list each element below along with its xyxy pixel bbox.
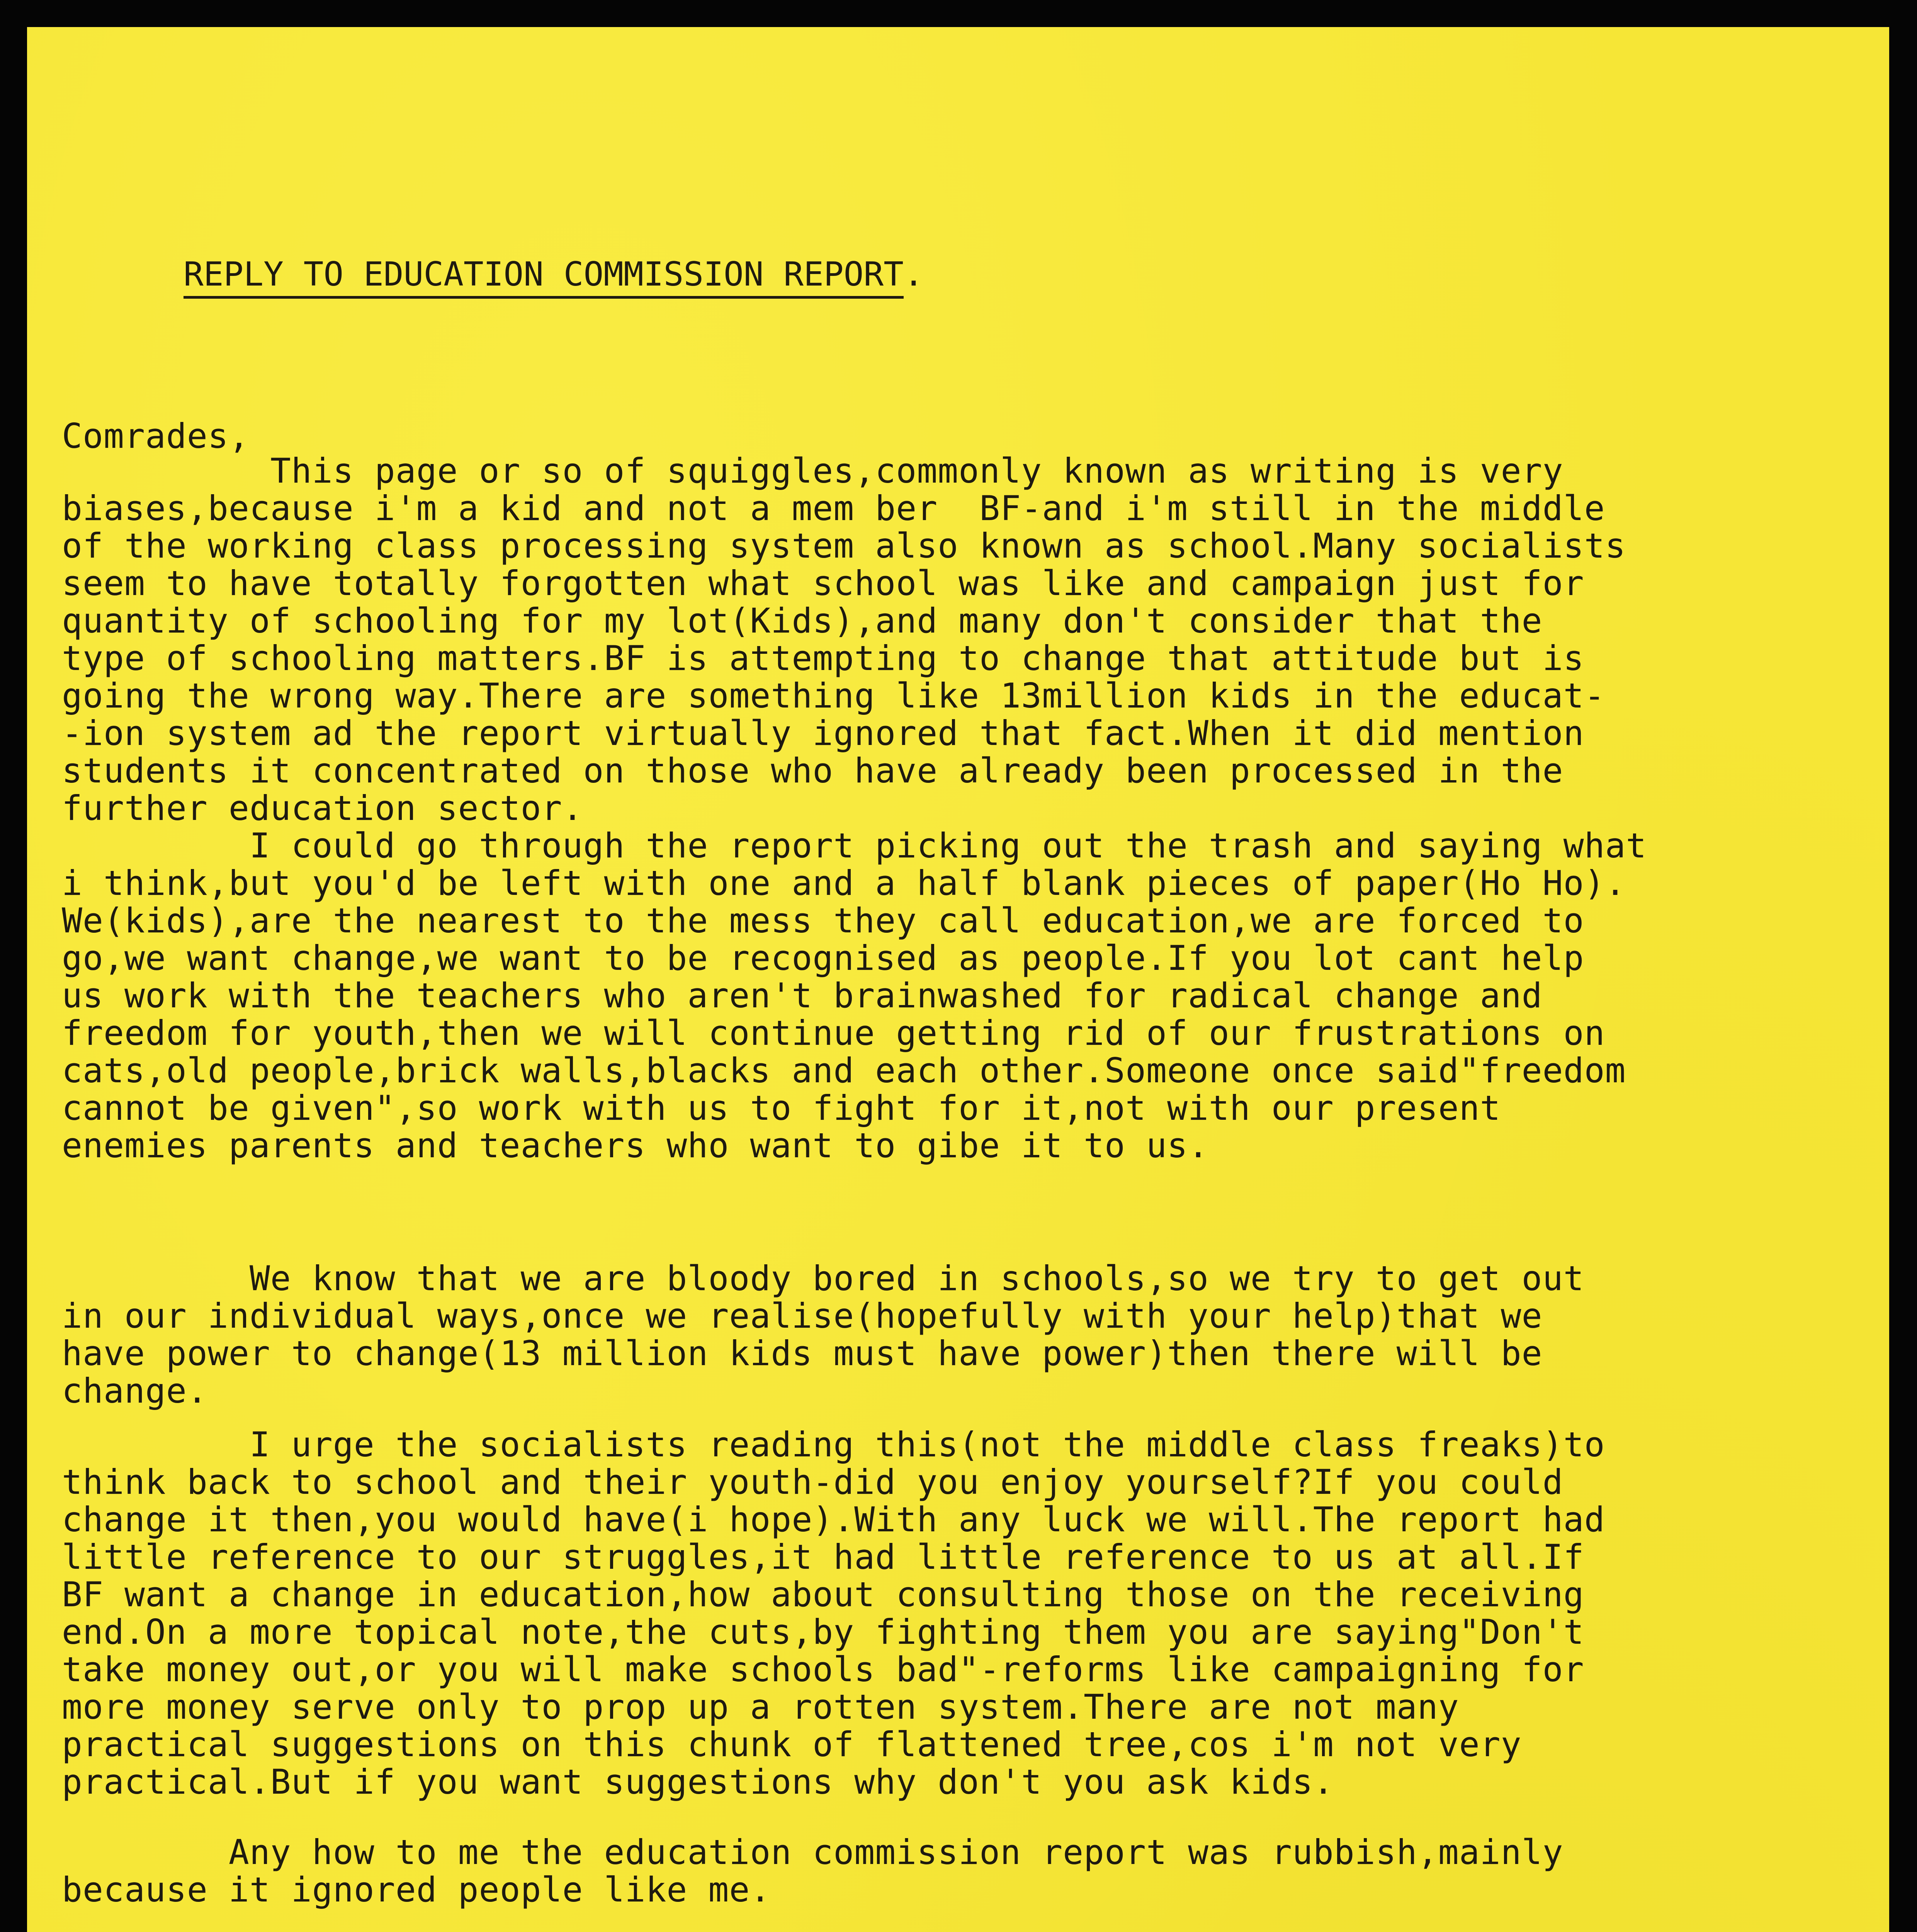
paragraph-line: little reference to our struggles,it had little reference to us at all.If <box>62 1537 1584 1577</box>
paragraph-line: Any how to me the education commission report was rubbish,mainly <box>62 1832 1564 1872</box>
paragraph-line: students it concentrated on those who have already been processed in the <box>62 751 1564 791</box>
paragraph-line: going the wrong way.There are something like 13million kids in the educat- <box>62 676 1605 716</box>
paragraph-line: We(kids),are the nearest to the mess they call education,we are forced to <box>62 901 1584 940</box>
paragraph-line: more money serve only to prop up a rotten system.There are not many <box>62 1687 1459 1727</box>
paragraph-line: us work with the teachers who aren't brainwashed for radical change and <box>62 976 1543 1015</box>
paragraph-line: in our individual ways,once we realise(hopefully with your help)that we <box>62 1296 1543 1336</box>
paragraph-line: seem to have totally forgotten what school was like and campaign just for <box>62 563 1584 603</box>
paragraph-5 <box>62 1833 1564 1908</box>
paragraph-line: biases,because i'm a kid and not a mem ber BF-and i'm still in the middle <box>62 488 1605 528</box>
paragraph-line: have power to change(13 million kids must have power)then there will be <box>62 1333 1543 1373</box>
paragraph-line: think back to school and their youth-did you enjoy yourself?If you could <box>62 1462 1564 1502</box>
paragraph-1 <box>62 452 1626 827</box>
paragraph-line: end.On a more topical note,the cuts,by fighting them you are saying"Don't <box>62 1612 1584 1652</box>
salutation-block <box>62 417 250 455</box>
document-title <box>184 255 924 294</box>
paragraph-line: because it ignored people like me. <box>62 1870 771 1910</box>
title-underlined: REPLY TO EDUCATION COMMISSION REPORT <box>184 255 904 299</box>
paragraph-2 <box>62 827 1647 1164</box>
paragraph-line: of the working class processing system also known as school.Many socialists <box>62 526 1626 566</box>
paragraph-line: go,we want change,we want to be recognised as people.If you lot cant help <box>62 938 1584 978</box>
title-period: . <box>903 255 924 294</box>
paragraph-line: freedom for youth,then we will continue getting rid of our frustrations on <box>62 1013 1605 1053</box>
paragraph-line: quantity of schooling for my lot(Kids),and many don't consider that the <box>62 601 1543 641</box>
paragraph-line: i think,but you'd be left with one and a half blank pieces of paper(Ho Ho). <box>62 863 1626 903</box>
paragraph-line: We know that we are bloody bored in schools,so we try to get out <box>62 1259 1584 1298</box>
paragraph-line: practical.But if you want suggestions why don't you ask kids. <box>62 1762 1334 1802</box>
paragraph-line: I could go through the report picking out the trash and saying what <box>62 826 1647 866</box>
paragraph-4 <box>62 1426 1605 1801</box>
paragraph-3 <box>62 1260 1584 1410</box>
salutation: Comrades, <box>62 416 250 456</box>
paragraph-line: cannot be given",so work with us to fight for it,not with our present <box>62 1088 1501 1128</box>
paragraph-line: change. <box>62 1371 208 1411</box>
paragraph-line: practical suggestions on this chunk of flattened tree,cos i'm not very <box>62 1725 1522 1764</box>
paragraph-line: This page or so of squiggles,commonly known as writing is very <box>62 451 1564 491</box>
paragraph-line: further education sector. <box>62 788 583 828</box>
paragraph-line: enemies parents and teachers who want to gibe it to us. <box>62 1126 1209 1165</box>
paragraph-line: take money out,or you will make schools bad"-reforms like campaigning for <box>62 1650 1584 1689</box>
paragraph-line: -ion system ad the report virtually ignored that fact.When it did mention <box>62 713 1584 753</box>
paragraph-line: change it then,you would have(i hope).With any luck we will.The report had <box>62 1500 1605 1539</box>
paragraph-line: BF want a change in education,how about consulting those on the receiving <box>62 1575 1584 1614</box>
paragraph-line: cats,old people,brick walls,blacks and each other.Someone once said"freedom <box>62 1051 1626 1090</box>
paragraph-line: I urge the socialists reading this(not the middle class freaks)to <box>62 1425 1605 1464</box>
paragraph-line: type of schooling matters.BF is attempting to change that attitude but is <box>62 638 1584 678</box>
